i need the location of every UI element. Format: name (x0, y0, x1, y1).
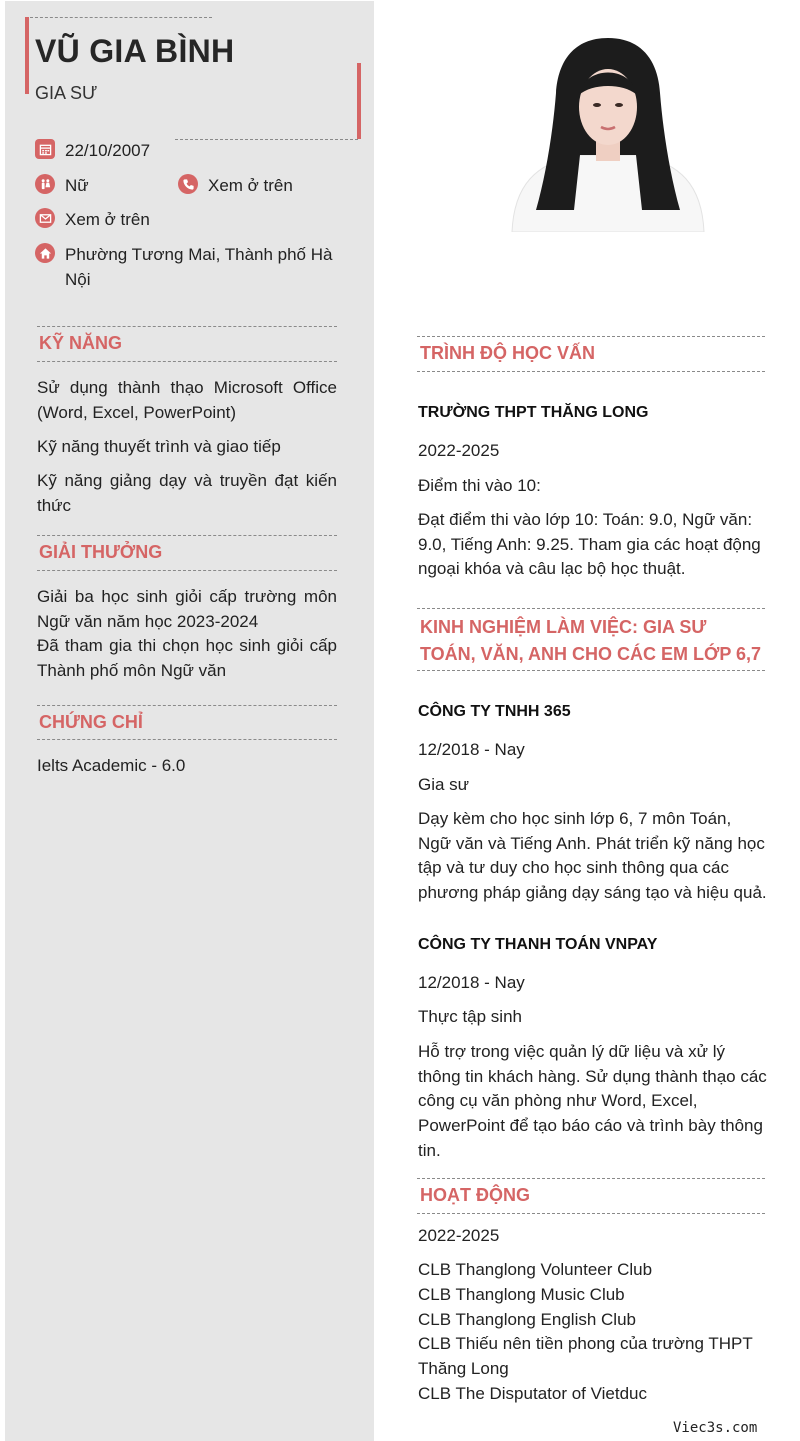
divider (417, 1178, 765, 1179)
gender-icon (35, 174, 55, 194)
phone-value: Xem ở trên (208, 176, 293, 195)
divider (417, 336, 765, 337)
activity-item: CLB Thiếu nên tiền phong của trường THPT Thăng Long (418, 1334, 753, 1378)
experience-title: KINH NGHIỆM LÀM VIỆC: GIA SƯ TOÁN, VĂN, ANH CHO CÁC EM LỚP 6,7 (420, 617, 762, 664)
company-name: CÔNG TY THANH TOÁN VNPAY (418, 936, 658, 953)
education-period: 2022-2025 (418, 441, 500, 460)
divider (37, 535, 337, 536)
education-title: TRÌNH ĐỘ HỌC VẤN (420, 343, 595, 363)
dob-value: 22/10/2007 (65, 141, 151, 160)
gender-value: Nữ (65, 176, 89, 195)
job-period: 12/2018 - Nay (418, 973, 525, 992)
name-accent-bar (25, 17, 29, 94)
profile-photo (508, 35, 708, 232)
skill-item: Kỹ năng giảng dạy và truyền đạt kiến thức (37, 471, 337, 515)
divider (37, 326, 337, 327)
divider (30, 17, 212, 18)
divider (417, 1213, 765, 1214)
skill-item: Sử dụng thành thạo Microsoft Office (Word, Excel, PowerPoint) (37, 378, 337, 422)
activity-item: CLB Thanglong Music Club (418, 1285, 625, 1304)
school-name: TRƯỜNG THPT THĂNG LONG (418, 404, 649, 421)
watermark: Viec3s.com (673, 1420, 758, 1436)
email-value: Xem ở trên (65, 210, 150, 229)
divider (175, 139, 358, 140)
divider (417, 371, 765, 372)
divider (417, 670, 765, 671)
candidate-name: VŨ GIA BÌNH (35, 33, 235, 69)
job-position: Thực tập sinh (418, 1007, 522, 1026)
job-period: 12/2018 - Nay (418, 740, 525, 759)
divider (37, 361, 337, 362)
skill-item: Kỹ năng thuyết trình và giao tiếp (37, 437, 281, 456)
certificate-item: Ielts Academic - 6.0 (37, 756, 186, 775)
award-item: Giải ba học sinh giỏi cấp trường môn Ngữ văn năm học 2023-2024 (37, 587, 337, 631)
email-icon (35, 208, 55, 228)
job-description: Dạy kèm cho học sinh lớp 6, 7 môn Toán, Ngữ văn và Tiếng Anh. Phát triển kỹ năng học tập và tư duy cho học sinh thông qua các phương pháp giảng dạy sáng tạo và hiệu quả. (418, 809, 767, 903)
divider (37, 739, 337, 740)
education-description: Đạt điểm thi vào lớp 10: Toán: 9.0, Ngữ văn: 9.0, Tiếng Anh: 9.25. Tham gia các hoạt động ngoại khóa và câu lạc bộ học thuật. (418, 510, 761, 579)
activity-item: CLB Thanglong Volunteer Club (418, 1260, 653, 1279)
certificates-title: CHỨNG CHỈ (39, 712, 143, 732)
job-description: Hỗ trợ trong việc quản lý dữ liệu và xử lý thông tin khách hàng. Sử dụng thành thạo các công cụ văn phòng như Word, Excel, PowerPoint để tạo báo cáo và trình bày thông tin. (418, 1042, 767, 1160)
company-name: CÔNG TY TNHH 365 (418, 703, 571, 720)
candidate-role: GIA SƯ (35, 83, 98, 103)
activity-item: CLB Thanglong English Club (418, 1310, 636, 1329)
divider (37, 570, 337, 571)
divider (37, 705, 337, 706)
home-icon (35, 243, 55, 263)
activity-item: CLB The Disputator of Vietduc (418, 1384, 648, 1403)
job-position: Gia sư (418, 775, 470, 794)
activities-period: 2022-2025 (418, 1226, 500, 1245)
header-accent-bar (357, 63, 361, 139)
awards-title: GIẢI THƯỞNG (39, 542, 163, 562)
divider (417, 608, 765, 609)
education-subtitle: Điểm thi vào 10: (418, 476, 541, 495)
skills-title: KỸ NĂNG (39, 333, 123, 353)
calendar-icon (35, 139, 55, 159)
address-value: Phường Tương Mai, Thành phố Hà Nội (65, 245, 333, 289)
award-item: Đã tham gia thi chọn học sinh giỏi cấp Thành phố môn Ngữ văn (37, 636, 337, 680)
phone-icon (178, 174, 198, 194)
activities-title: HOẠT ĐỘNG (420, 1185, 530, 1205)
